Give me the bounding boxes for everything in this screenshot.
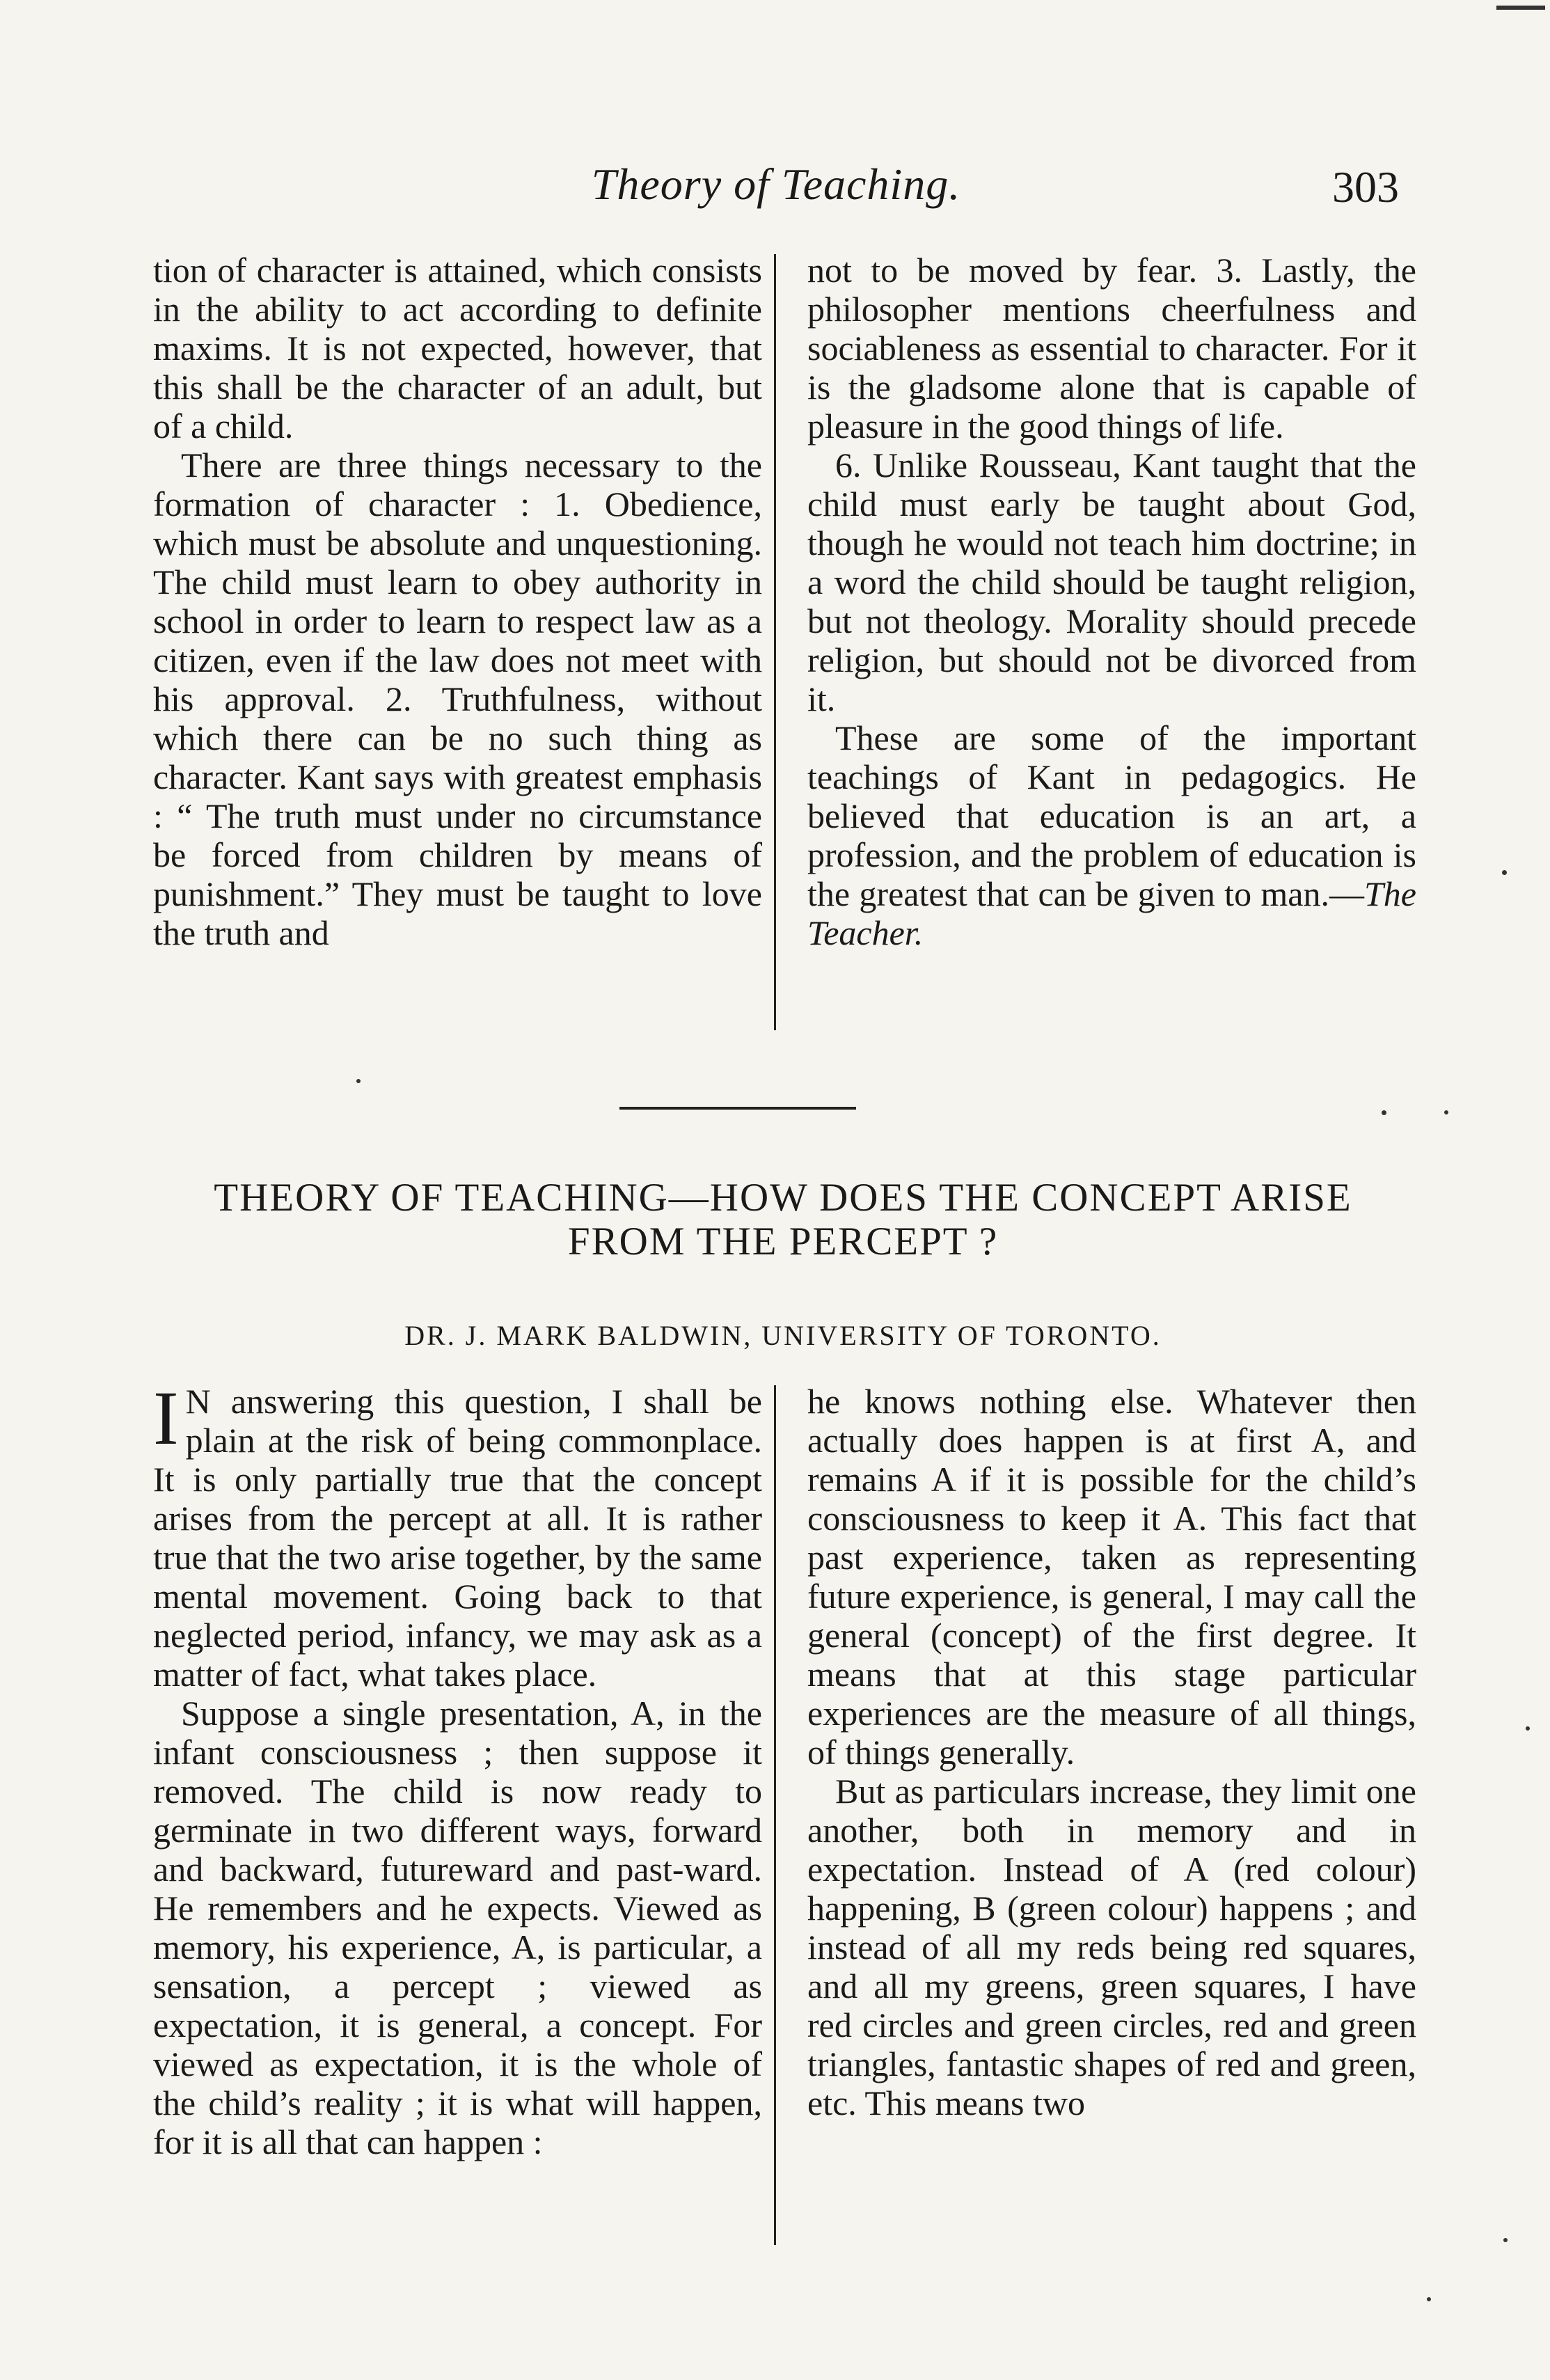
scan-speck bbox=[1382, 1110, 1386, 1115]
paragraph: not to be moved by fear. 3. Lastly, the philosopher mentions cheerfulness and sociableness as essential to character. For it is the gladsome alone that is capable of pleasure in the good things of life. bbox=[807, 251, 1416, 446]
column-divider bbox=[774, 1385, 776, 2245]
paragraph: Suppose a single presentation, A, in the infant consciousness ; then suppose it removed. The child is now ready to germinate in two different ways, forward and backward, futureward and past-ward. He remembers and he expects. Viewed as memory, his experience, A, is particular, a sensation, a percept ; viewed as expectation, it is general, a concept. For viewed as expectation, it is the whole of the child’s reality ; it is what will happen, for it is all that can happen : bbox=[153, 1694, 762, 2161]
scan-speck bbox=[1502, 870, 1507, 875]
prev-right-column bbox=[807, 251, 1416, 952]
paragraph bbox=[153, 1376, 762, 1694]
paragraph: There are three things necessary to the formation of character : 1. Obedience, which must be absolute and unquestioning. The child must learn to obey authority in school in order to learn to respect law as a citizen, even if the law does not meet with his approval. 2. Truthfulness, without which there can be no such thing as character. Kant says with greatest emphasis : “ The truth must under no circumstance be forced from children by means of punishment.” They must be taught to love the truth and bbox=[153, 446, 762, 952]
article-right-column bbox=[807, 1382, 1416, 2122]
article-left-column bbox=[153, 1376, 762, 2161]
scan-speck bbox=[1444, 1110, 1448, 1114]
scan-speck bbox=[1526, 1726, 1530, 1731]
running-head bbox=[153, 159, 1399, 221]
page-number: 303 bbox=[1332, 162, 1399, 212]
article-author: DR. J. MARK BALDWIN, UNIVERSITY OF TORONTO. bbox=[404, 1320, 1162, 1351]
paragraph: tion of character is attained, which consists in the ability to act according to definite maxims. It is not expected, however, that this shall be the character of an adult, but of a child. bbox=[153, 251, 762, 446]
article-title: THEORY OF TEACHING—HOW DOES THE CONCEPT ARISE FROM THE PERCEPT ? bbox=[214, 1176, 1352, 1263]
running-title: Theory of Teaching. bbox=[591, 159, 961, 209]
prev-left-column bbox=[153, 251, 762, 952]
opening-text: N answering this question, I shall be plain at the risk of being commonplace. It is only partially true that the concept arises from the percept at all. It is rather true that the two arise together, by the same mental movement. Going back to that neglected period, infancy, we may ask as a matter of fact, what takes place. bbox=[153, 1382, 762, 1694]
scan-speck bbox=[1427, 2297, 1431, 2301]
paragraph bbox=[807, 718, 1416, 952]
scan-mark bbox=[1496, 6, 1545, 10]
paragraph: But as particulars increase, they limit one another, both in memory and in expectation. Instead of A (red colour) happening, B (green colour) happens ; and instead of all my reds being red squares, and all my greens, green squares, I have red circles and green circles, red and green triangles, fantastic shapes of red and green, etc. This means two bbox=[807, 1772, 1416, 2122]
scan-speck bbox=[356, 1079, 361, 1083]
scan-speck bbox=[1503, 2238, 1508, 2242]
column-divider bbox=[774, 254, 776, 1030]
paragraph: 6. Unlike Rousseau, Kant taught that the child must early be taught about God, though he would not teach him doctrine; in a word the child should be taught religion, but not theology. Morality should precede religion, but should not be divorced from it. bbox=[807, 446, 1416, 718]
paragraph: he knows nothing else. Whatever then actually does happen is at first A, and remains A if it is possible for the child’s consciousness to keep it A. This fact that past experience, taken as representing future experience, is general, I may call the general (concept) of the first degree. It means that at this stage particular experiences are the measure of all things, of things generally. bbox=[807, 1382, 1416, 1772]
source-credit: The Teacher. bbox=[807, 874, 1416, 952]
closing-text: These are some of the important teachings of Kant in pedagogics. He believed that education is an art, a profession, and the problem of education is the greatest that can be given to man.— bbox=[807, 718, 1416, 913]
drop-cap: I bbox=[153, 1376, 179, 1460]
section-rule bbox=[619, 1107, 856, 1110]
